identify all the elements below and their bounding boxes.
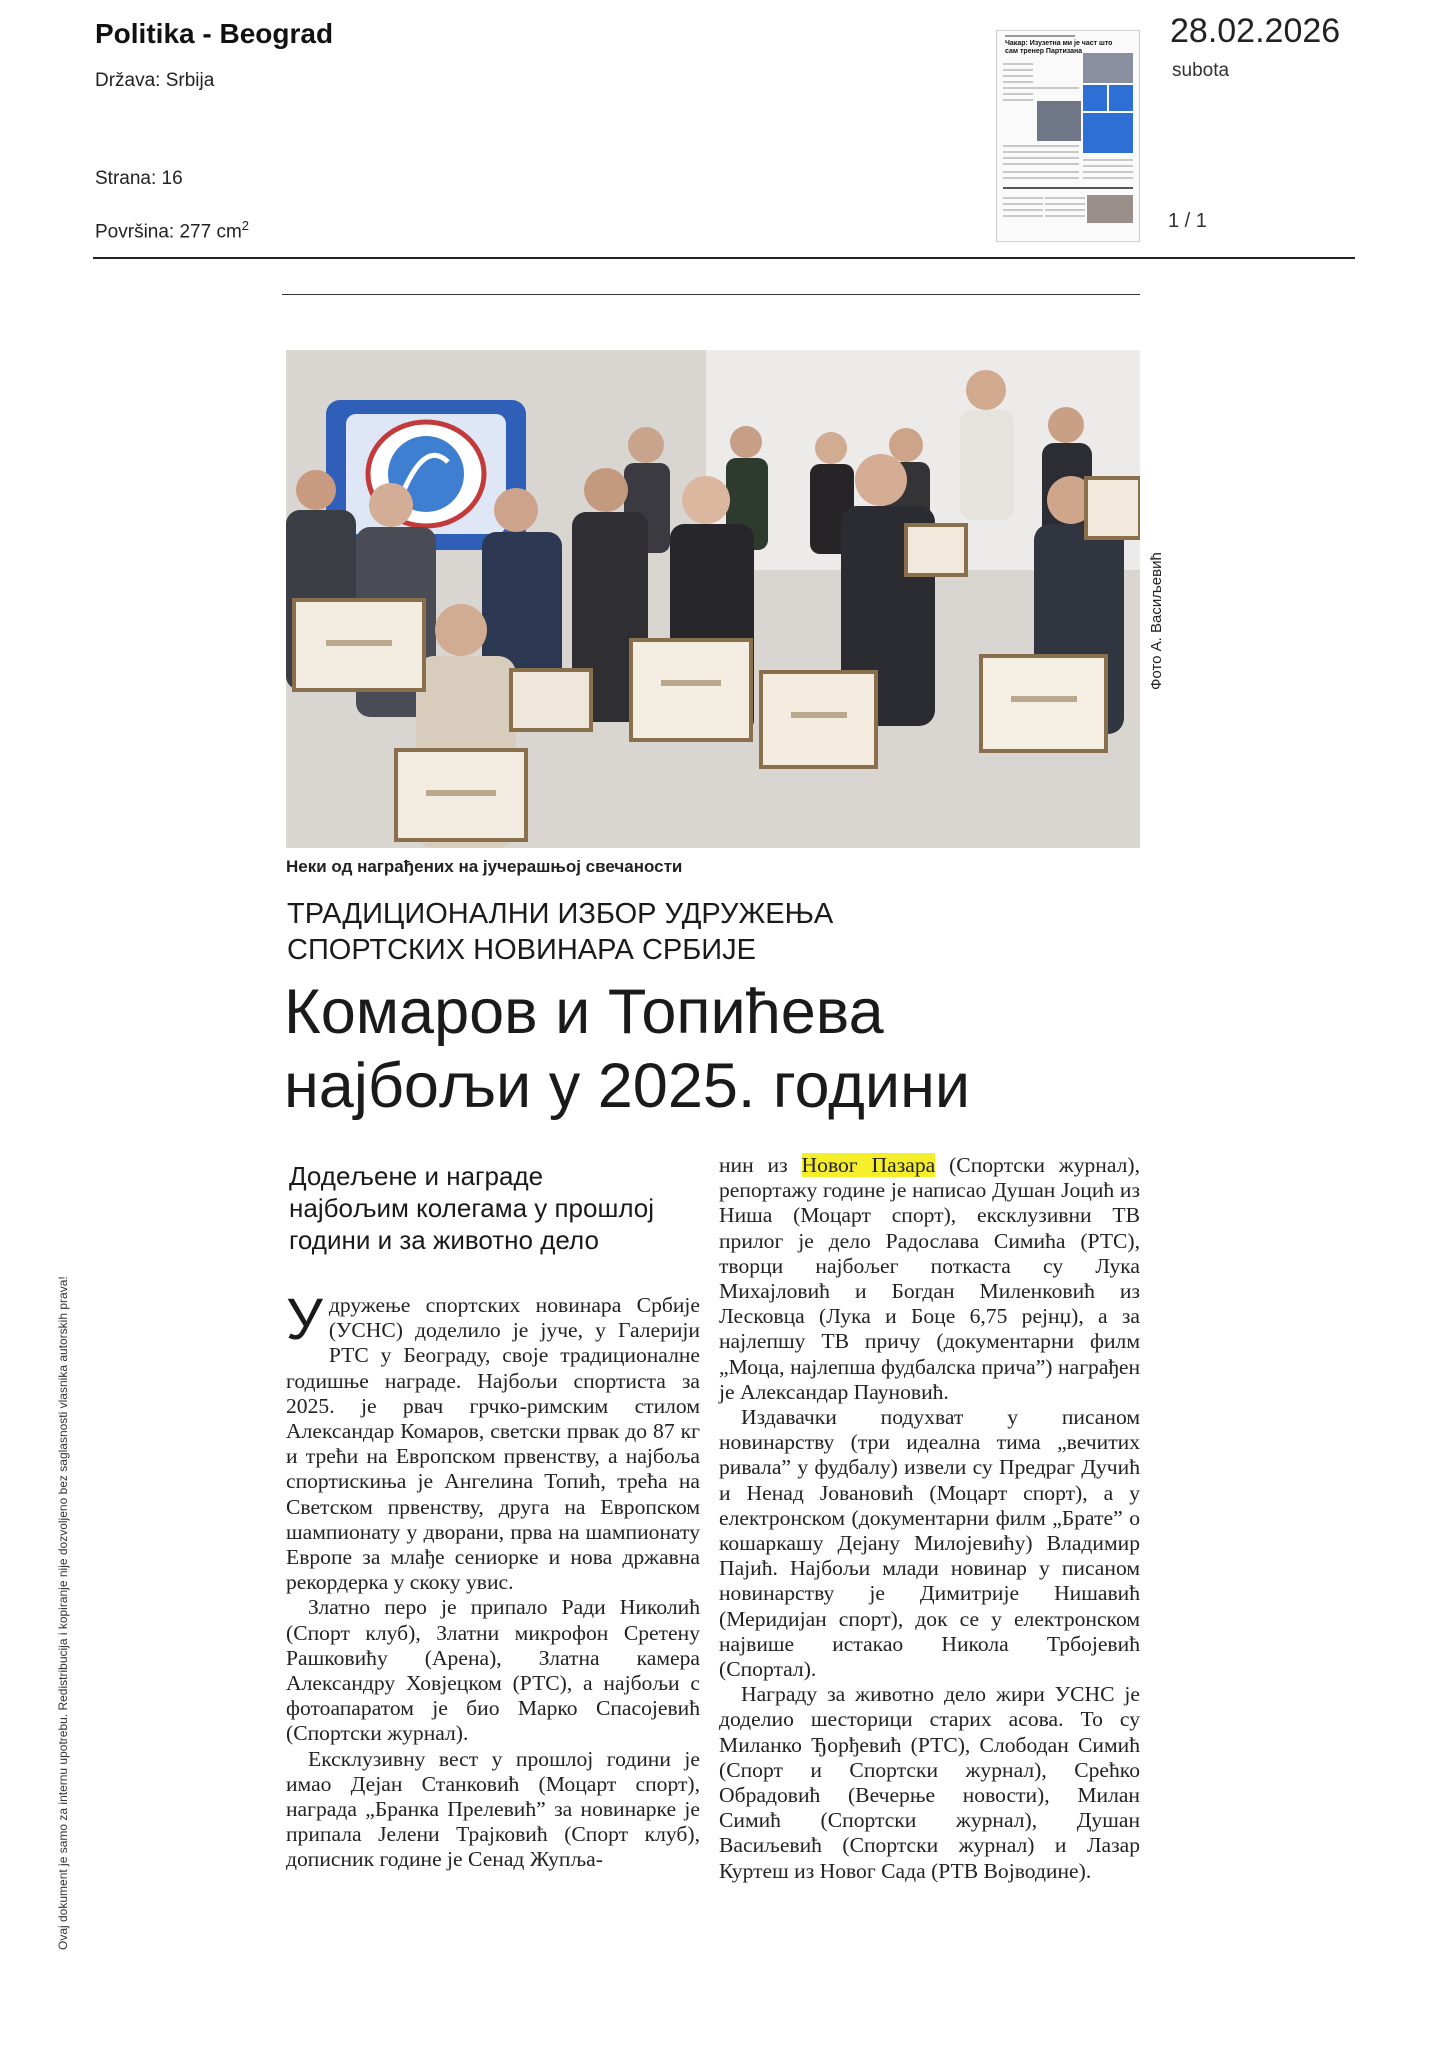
page-label: Strana: 16: [95, 168, 183, 189]
kicker-line-2: СПОРТСКИХ НОВИНАРА СРБИЈЕ: [287, 934, 756, 966]
page-thumbnail[interactable]: [996, 30, 1140, 242]
article-top-rule: [282, 294, 1140, 295]
drop-cap: У: [286, 1287, 323, 1352]
clipping-date: 28.02.2026: [1170, 12, 1341, 50]
paragraph: Издавачки подухват у писаном новинарству (три идеална тима „вечитих ривала” у фудбалу) извели су Предраг Дучић и Ненад Јовановић (Моцарт спорт), а у електронском (документарни филм „Брате” о кошаркашу Дејану Милојевићу) Владимир Пајић. Најбољи млади новинар у писаном новинарству је Димитрије Нишавић (Меридијан спорт), док се у електронском највише истакао Никола Трбојевић (Спортал).: [719, 1405, 1140, 1682]
area-value: Površina: 277 cm: [95, 221, 242, 243]
paragraph-text: нин из: [719, 1153, 802, 1177]
article-deck: Додељене и награде најбољим колегама у прошлој години и за животно дело: [289, 1161, 655, 1255]
clipping-weekday: subota: [1172, 60, 1230, 81]
article-column-2: [719, 1153, 1140, 1884]
paragraph: Ексклузивну вест у прошлој години је имао Дејан Станковић (Моцарт спорт), награда „Бранка Прелевић” за новинарке је припала Јелени Трајковић (Спорт клуб), дописник године је Сенад Жупља-: [286, 1746, 700, 1872]
article-headline: [284, 975, 1144, 1123]
kicker-line-1: ТРАДИЦИОНАЛНИ ИЗБОР УДРУЖЕЊА: [287, 898, 834, 930]
paragraph: [286, 1287, 700, 1595]
photo-caption: Неки од награђених на јучерашњој свечаности: [286, 857, 683, 876]
headline-line-2: најбољи у 2025. години: [284, 1051, 971, 1121]
area-label: [95, 218, 249, 243]
area-unit-superscript: 2: [241, 218, 250, 233]
thumbnail-headline: Чакар: Изузетна ми је част што сам тренер Партизана: [1005, 40, 1113, 55]
article-column-1: [286, 1287, 700, 1873]
photo-credit: Фото А. Васиљевић: [1148, 552, 1165, 690]
header-divider: [93, 257, 1355, 259]
publication-title: Politika - Beograd: [95, 18, 334, 49]
copyright-notice: Ovaj dokument je samo za internu upotrebu. Redistribucija i kopiranje nije dozvoljeno bez saglasnosti vlasnika autorskih prava!: [56, 1276, 70, 1950]
paragraph-text: (Спортски журнал), репортажу године је написао Душан Јоцић из Ниша (Моцарт спорт), ексклузивни ТВ прилог је дело Радослава Симића (РТС), творци најбољег поткаста су Лука Михајловић и Богдан Миленковић из Лесковца (Лука и Боце 6,75 рејнџ), а за најлепшу ТВ причу (документарни филм „Моца, најлепша фудбалска прича”) награђен је Александар Пауновић.: [719, 1153, 1141, 1404]
page-counter: 1 / 1: [1168, 210, 1207, 232]
paragraph: [719, 1153, 1140, 1405]
paragraph: Награду за животно дело жири УСНС је доделио шесторици старих асова. То су Миланко Ђорђевић (РТС), Слободан Симић (Спорт и Спортски журнал), Срећко Обрадовић (Вечерње новости), Милан Симић (Спортски журнал), Душан Васиљевић (Спортски журнал) и Лазар Куртеш из Новог Сада (РТВ Војводине).: [719, 1682, 1140, 1883]
headline-line-1: Комаров и Топићева: [284, 977, 884, 1047]
country-label: Država: Srbija: [95, 70, 215, 91]
article-kicker: [287, 896, 967, 968]
award-ceremony-photo: [286, 350, 1140, 848]
paragraph: Златно перо је припало Ради Николић (Спорт клуб), Златни микрофон Сретену Рашковићу (Арена), Златна камера Александру Ховјецком (РТС), а најбољи с фотоапаратом је био Марко Спасојевић (Спортски журнал).: [286, 1595, 700, 1746]
paragraph-text: дружење спортских новинара Србије (УСНС) доделило је јуче, у Галерији РТС у Београду, своје традиционалне годишње награде. Најбољи спортиста за 2025. је рвач грчко-римским стилом Александар Комаров, светски првак до 87 кг и трећи на Европском првенству, а најбоља спортискиња је Ангелина Топић, трећа на Светском првенству, друга на Европском шампионату у дворани, прва на шампионату Европе за млађе сениорке и нова државна рекордерка у скоку увис.: [286, 1293, 700, 1595]
search-highlight: Новог Пазара: [801, 1153, 936, 1177]
